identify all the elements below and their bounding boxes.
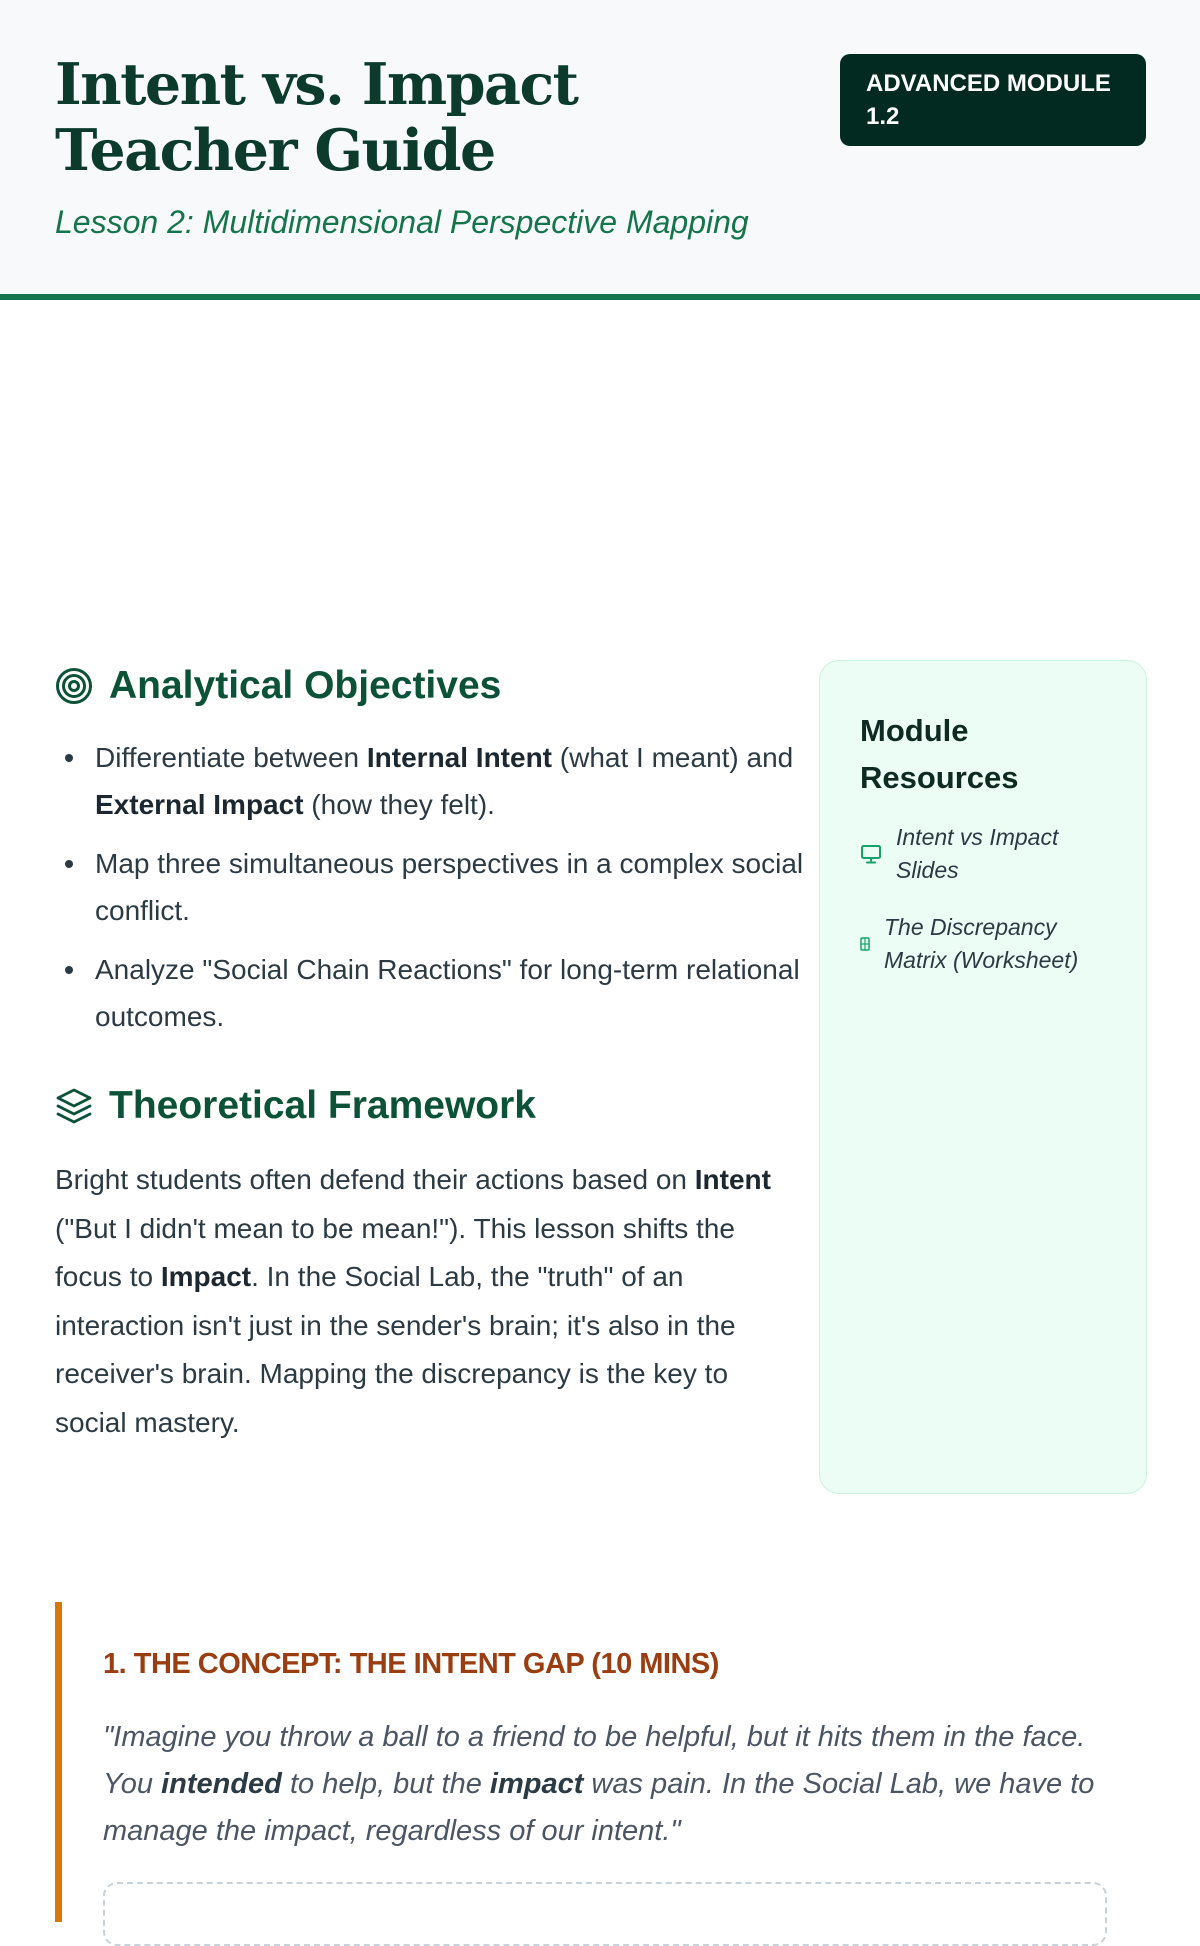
page-header [0, 0, 1200, 300]
concept-section [55, 1602, 1147, 1922]
paragraph-text: ("But I didn't mean to be mean!"). This lesson shifts the focus to [55, 1212, 735, 1292]
sheet-icon [860, 937, 870, 951]
list-emphasis: Internal Intent [366, 742, 553, 773]
objectives-heading: Analytical Objectives [109, 664, 502, 707]
list-text: Map three simultaneous perspectives in a complex social conflict. [95, 848, 804, 926]
activity-box [103, 1882, 1107, 1946]
lesson-subtitle: Lesson 2: Multidimensional Perspective Mapping [55, 204, 749, 240]
resource-link-worksheet[interactable] [860, 911, 1110, 977]
list-text: (how they felt). [303, 789, 495, 820]
module-badge: ADVANCED MODULE 1.2 [840, 54, 1146, 146]
concept-quote [103, 1714, 1103, 1855]
quote-text: to help, but the [281, 1768, 490, 1800]
framework-paragraph [55, 1156, 775, 1447]
objectives-heading-row [55, 664, 501, 708]
quote-text: was pain. In the Social Lab, we have to manage the impact, regardless of our intent." [103, 1768, 1095, 1847]
module-resources-panel [819, 660, 1147, 1494]
paragraph-emphasis: Intent [694, 1164, 771, 1195]
list-text: Analyze "Social Chain Reactions" for long-term relational outcomes. [95, 954, 800, 1032]
concept-heading: 1. THE CONCEPT: THE INTENT GAP (10 MINS) [103, 1648, 719, 1680]
page-title: Intent vs. Impact Teacher Guide [55, 51, 578, 184]
quote-emphasis: impact [489, 1768, 584, 1800]
list-item [95, 946, 815, 1040]
list-emphasis: External Impact [95, 789, 304, 820]
presentation-icon [860, 843, 882, 865]
resource-label: The Discrepancy Matrix (Worksheet) [884, 914, 1079, 973]
paragraph-emphasis: Impact [160, 1261, 252, 1292]
paragraph-text: Bright students often defend their actions based on [55, 1164, 695, 1195]
framework-heading: Theoretical Framework [109, 1084, 536, 1127]
quote-emphasis: intended [161, 1768, 282, 1800]
list-item [95, 840, 815, 934]
layers-icon [55, 1087, 93, 1125]
target-icon [55, 667, 93, 705]
list-item [95, 734, 815, 828]
resources-heading: Module Resources [860, 713, 1019, 795]
framework-heading-row [55, 1084, 536, 1128]
resource-label: Intent vs Impact Slides [896, 824, 1059, 883]
list-text: (what I meant) and [552, 742, 794, 773]
list-text: Differentiate between [95, 742, 367, 773]
paragraph-text: . In the Social Lab, the "truth" of an interaction isn't just in the sender's brain; it's also in the receiver's brain. Mapping the discrepancy is the key to social mastery. [55, 1261, 736, 1438]
quote-text: "Imagine you throw a ball to a friend to be helpful, but it hits them in the face. You [103, 1721, 1086, 1800]
objectives-list [55, 734, 815, 1052]
resource-link-slides[interactable] [860, 821, 1090, 887]
